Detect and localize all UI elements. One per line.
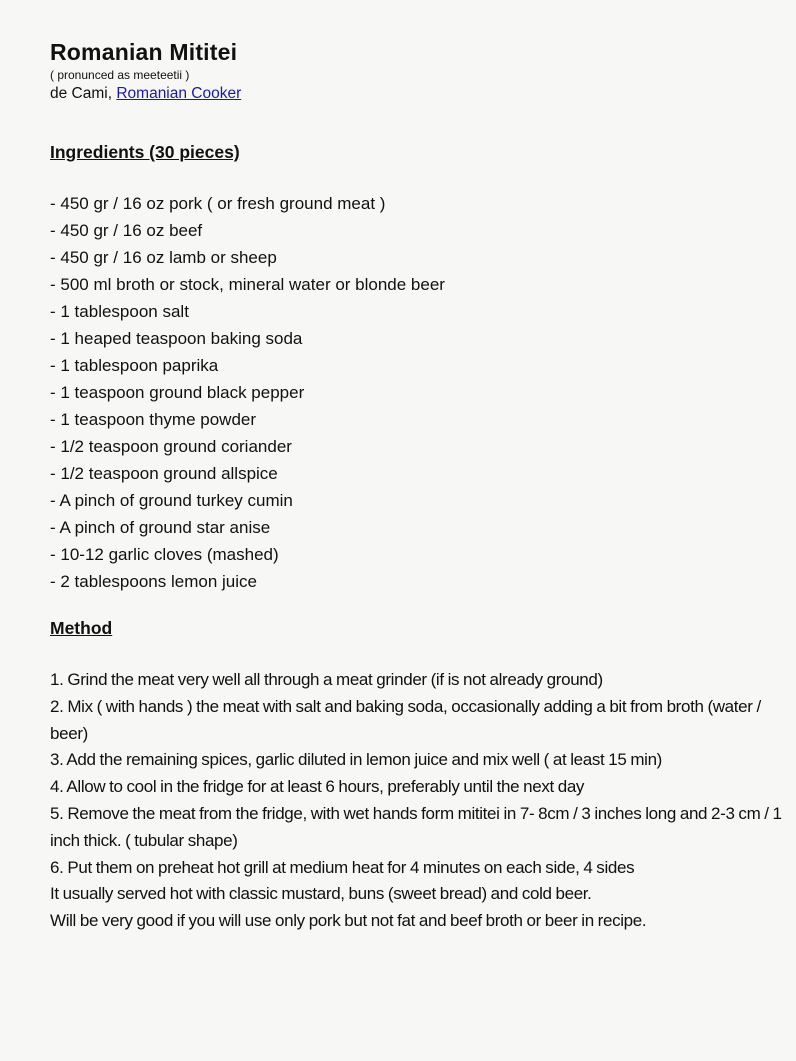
recipe-document [50,38,790,931]
ingredient-item: - 1 tablespoon salt [50,302,189,321]
method-step: 3. Add the remaining spices, garlic diluted in lemon juice and mix well ( at least 15 min) [50,750,662,770]
byline-author: de Cami, [50,85,117,102]
method-step: 4. Allow to cool in the fridge for at least 6 hours, preferably until the next day [50,777,585,797]
ingredient-item: - A pinch of ground turkey cumin [50,491,293,510]
ingredient-item: - 1 heaped teaspoon baking soda [50,329,303,348]
ingredient-item: - 1 teaspoon ground black pepper [50,383,305,402]
ingredients-list [50,190,445,595]
method-steps [50,667,790,935]
ingredient-item: - 500 ml broth or stock, mineral water or blonde beer [50,275,445,294]
method-step: 1. Grind the meat very well all through a meat grinder (if is not already ground) [50,670,603,689]
ingredient-item: - 10-12 garlic cloves (mashed) [50,545,279,564]
ingredient-item: - 450 gr / 16 oz pork ( or fresh ground meat ) [50,194,386,213]
ingredients-heading: Ingredients (30 pieces) [50,142,240,162]
ingredient-item: - 450 gr / 16 oz beef [50,221,203,240]
method-step: 6. Put them on preheat hot grill at medium heat for 4 minutes on each side, 4 sides [50,857,635,877]
ingredient-item: - A pinch of ground star anise [50,518,271,537]
byline [50,84,790,104]
method-step: 5. Remove the meat from the fridge, with wet hands form mititei in 7- 8cm / 3 inches long and 2-3 cm / 1 inch thick. ( tubular shape) [50,803,782,850]
pronunciation-note: ( pronunced as meeteetii ) [50,68,190,82]
ingredient-item: - 1 teaspoon thyme powder [50,410,257,429]
serving-note: Will be very good if you will use only pork but not fat and beef broth or beer in recipe. [50,911,647,931]
ingredient-item: - 1 tablespoon paprika [50,356,219,375]
romanian-cooker-link[interactable]: Romanian Cooker [116,85,242,102]
ingredient-item: - 2 tablespoons lemon juice [50,572,257,591]
method-heading: Method [50,618,113,638]
ingredient-item: - 1/2 teaspoon ground allspice [50,464,278,483]
serving-note: It usually served hot with classic mustard, buns (sweet bread) and cold beer. [50,884,592,904]
ingredient-item: - 1/2 teaspoon ground coriander [50,437,292,456]
method-step: 2. Mix ( with hands ) the meat with salt and baking soda, occasionally adding a bit from broth (water / beer) [50,696,761,743]
ingredient-item: - 450 gr / 16 oz lamb or sheep [50,248,277,267]
recipe-title: Romanian Mititei [50,39,238,65]
